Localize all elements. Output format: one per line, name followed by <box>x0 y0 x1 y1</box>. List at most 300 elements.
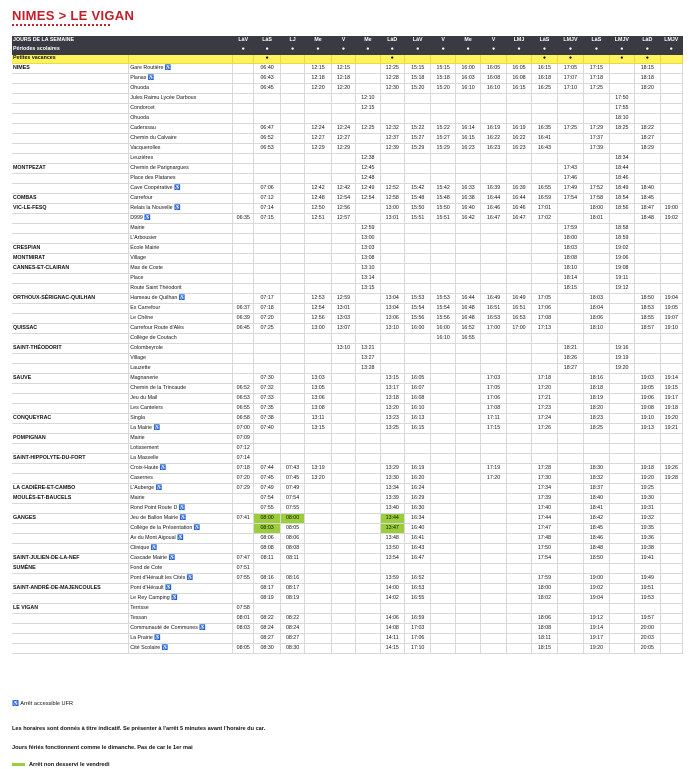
time-cell: 16:08 <box>506 74 531 84</box>
time-cell: ● <box>584 46 609 55</box>
time-cell <box>506 174 531 184</box>
time-cell: 17:54 <box>532 554 557 564</box>
time-cell <box>455 424 480 434</box>
stop-row <box>12 194 683 204</box>
time-cell: 17:05 <box>532 294 557 304</box>
time-cell: 13:10 <box>356 264 380 274</box>
stop-row <box>12 514 683 524</box>
time-cell <box>305 514 332 524</box>
time-cell: 16:00 <box>455 64 480 74</box>
time-cell: 19:06 <box>635 394 660 404</box>
stop-name-cell: Carrefour <box>129 194 233 204</box>
commune-cell <box>12 504 129 514</box>
time-cell <box>455 174 480 184</box>
time-cell: 16:48 <box>455 304 480 314</box>
time-cell <box>431 264 455 274</box>
time-cell <box>557 604 584 614</box>
stop-name-cell <box>129 55 233 64</box>
time-cell: 18:04 <box>584 304 609 314</box>
time-cell: 18:45 <box>584 524 609 534</box>
commune-cell <box>12 364 129 374</box>
time-cell <box>660 564 682 574</box>
time-cell <box>584 274 609 284</box>
time-cell <box>331 454 355 464</box>
time-cell <box>233 594 254 604</box>
time-cell: 18:11 <box>532 634 557 644</box>
time-cell <box>481 344 506 354</box>
time-cell: 16:41 <box>404 534 431 544</box>
time-cell <box>584 94 609 104</box>
time-cell <box>280 194 304 204</box>
time-cell <box>431 414 455 424</box>
stop-name-cell: Collège de la Présentation ♿ <box>129 524 233 534</box>
time-cell <box>331 354 355 364</box>
time-cell: 16:59 <box>532 194 557 204</box>
header-row-scolaires <box>12 46 683 55</box>
time-cell: 17:05 <box>557 64 584 74</box>
time-cell: 13:47 <box>380 524 404 534</box>
time-cell <box>356 334 380 344</box>
time-cell <box>331 504 355 514</box>
time-cell <box>506 464 531 474</box>
time-cell: 08:03 <box>254 524 281 534</box>
commune-cell <box>12 184 129 194</box>
time-cell <box>481 574 506 584</box>
time-cell: 06:45 <box>254 84 281 94</box>
commune-cell <box>12 334 129 344</box>
time-cell: 16:15 <box>455 134 480 144</box>
time-cell <box>660 334 682 344</box>
commune-cell <box>12 524 129 534</box>
time-cell <box>660 144 682 154</box>
time-cell <box>481 55 506 64</box>
time-cell: 12:56 <box>331 204 355 214</box>
time-cell <box>557 384 584 394</box>
time-cell: 16:33 <box>455 184 480 194</box>
time-cell <box>481 554 506 564</box>
time-cell: 12:54 <box>331 194 355 204</box>
time-cell <box>233 74 254 84</box>
time-cell: ● <box>532 46 557 55</box>
time-cell <box>532 354 557 364</box>
time-cell <box>660 104 682 114</box>
time-cell <box>609 514 634 524</box>
time-cell <box>584 264 609 274</box>
time-cell <box>404 274 431 284</box>
time-cell <box>280 74 304 84</box>
time-cell: 13:05 <box>305 384 332 394</box>
time-cell <box>609 84 634 94</box>
time-cell: 16:51 <box>481 304 506 314</box>
time-cell <box>660 534 682 544</box>
time-cell: 07:41 <box>233 514 254 524</box>
time-cell <box>506 344 531 354</box>
time-cell <box>635 244 660 254</box>
stop-name-cell: Tessan <box>129 614 233 624</box>
time-cell <box>380 564 404 574</box>
stop-row <box>12 304 683 314</box>
time-cell <box>331 524 355 534</box>
time-cell: 07:32 <box>254 384 281 394</box>
time-cell <box>557 514 584 524</box>
time-cell <box>331 394 355 404</box>
time-cell: 06:55 <box>233 404 254 414</box>
time-cell <box>380 234 404 244</box>
time-cell: 13:15 <box>356 284 380 294</box>
time-cell <box>609 594 634 604</box>
time-cell <box>557 134 584 144</box>
time-cell <box>557 634 584 644</box>
time-cell: 18:46 <box>609 174 634 184</box>
time-cell: 15:54 <box>431 304 455 314</box>
time-cell <box>506 234 531 244</box>
page-title: NIMES > LE VIGAN <box>12 8 135 23</box>
time-cell <box>557 104 584 114</box>
stop-name-cell: Ohuoda <box>129 114 233 124</box>
commune-cell <box>12 464 129 474</box>
stop-row <box>12 614 683 624</box>
time-cell <box>356 454 380 464</box>
time-cell <box>455 574 480 584</box>
time-cell <box>660 124 682 134</box>
time-cell <box>305 644 332 654</box>
time-cell <box>660 584 682 594</box>
time-cell <box>455 644 480 654</box>
time-cell <box>557 414 584 424</box>
time-cell <box>356 424 380 434</box>
time-cell <box>305 224 332 234</box>
time-cell: LàD <box>635 37 660 46</box>
time-cell: 16:55 <box>532 184 557 194</box>
time-cell: 17:03 <box>481 374 506 384</box>
time-cell: 18:29 <box>635 144 660 154</box>
time-cell <box>280 434 304 444</box>
time-cell: 19:57 <box>635 614 660 624</box>
commune-cell: JOURS DE LA SEMAINE <box>12 37 129 46</box>
stop-row <box>12 114 683 124</box>
time-cell <box>635 604 660 614</box>
time-cell: 17:25 <box>584 84 609 94</box>
time-cell <box>557 444 584 454</box>
time-cell: 18:19 <box>584 394 609 404</box>
time-cell <box>356 304 380 314</box>
time-cell: 16:49 <box>506 294 531 304</box>
time-cell <box>356 444 380 454</box>
time-cell: 16:41 <box>532 134 557 144</box>
time-cell: 12:15 <box>356 104 380 114</box>
time-cell: 13:08 <box>356 254 380 264</box>
time-cell: ● <box>404 46 431 55</box>
time-cell: 12:42 <box>305 184 332 194</box>
time-cell <box>331 604 355 614</box>
time-cell: 07:55 <box>280 504 304 514</box>
stop-name-cell: Le Rey Camping ♿ <box>129 594 233 604</box>
time-cell <box>660 344 682 354</box>
time-cell <box>481 614 506 624</box>
time-cell: 16:40 <box>455 204 480 214</box>
time-cell <box>431 274 455 284</box>
time-cell <box>331 584 355 594</box>
time-cell <box>356 554 380 564</box>
stop-row <box>12 494 683 504</box>
time-cell <box>280 444 304 454</box>
time-cell <box>254 94 281 104</box>
time-cell: 18:27 <box>557 364 584 374</box>
time-cell <box>380 344 404 354</box>
time-cell <box>455 624 480 634</box>
time-cell <box>233 274 254 284</box>
time-cell: 20:00 <box>635 624 660 634</box>
commune-cell <box>12 544 129 554</box>
time-cell <box>331 494 355 504</box>
time-cell: 13:03 <box>356 244 380 254</box>
time-cell <box>305 454 332 464</box>
time-cell: 12:27 <box>331 134 355 144</box>
time-cell: 07:14 <box>233 454 254 464</box>
time-cell <box>356 534 380 544</box>
time-cell <box>356 294 380 304</box>
time-cell: LMJ <box>506 37 531 46</box>
time-cell <box>557 524 584 534</box>
time-cell: 19:02 <box>609 244 634 254</box>
time-cell: 15:53 <box>404 294 431 304</box>
time-cell <box>305 504 332 514</box>
time-cell <box>532 364 557 374</box>
time-cell: 06:53 <box>233 394 254 404</box>
time-cell <box>532 344 557 354</box>
time-cell <box>431 484 455 494</box>
stop-name-cell: Cascade Mairie ♿ <box>129 554 233 564</box>
time-cell <box>635 284 660 294</box>
time-cell: 17:11 <box>481 414 506 424</box>
time-cell <box>380 284 404 294</box>
time-cell <box>635 174 660 184</box>
commune-cell <box>12 394 129 404</box>
time-cell <box>557 394 584 404</box>
time-cell <box>233 184 254 194</box>
commune-cell <box>12 354 129 364</box>
stop-name-cell: Lauzette <box>129 364 233 374</box>
time-cell <box>305 234 332 244</box>
time-cell <box>356 594 380 604</box>
time-cell: 17:23 <box>532 404 557 414</box>
time-cell: 15:54 <box>404 304 431 314</box>
time-cell <box>431 544 455 554</box>
time-cell <box>380 434 404 444</box>
time-cell <box>404 354 431 364</box>
commune-cell <box>12 574 129 584</box>
commune-cell: Périodes scolaires <box>12 46 129 55</box>
stop-name-cell: Jules Raimu Lycée Darboux <box>129 94 233 104</box>
time-cell <box>481 504 506 514</box>
time-cell: ● <box>280 46 304 55</box>
commune-cell: MONTPEZAT <box>12 164 129 174</box>
time-cell <box>233 254 254 264</box>
time-cell: ● <box>532 55 557 64</box>
time-cell <box>280 224 304 234</box>
time-cell <box>331 574 355 584</box>
time-cell <box>380 454 404 464</box>
time-cell <box>431 614 455 624</box>
time-cell <box>481 254 506 264</box>
stop-row <box>12 484 683 494</box>
time-cell <box>506 254 531 264</box>
time-cell <box>609 564 634 574</box>
time-cell: 19:21 <box>660 424 682 434</box>
time-cell <box>233 524 254 534</box>
time-cell <box>481 524 506 534</box>
time-cell <box>356 544 380 554</box>
time-cell <box>557 334 584 344</box>
time-cell <box>506 504 531 514</box>
time-cell <box>609 454 634 464</box>
time-cell <box>331 464 355 474</box>
time-cell: 15:27 <box>431 134 455 144</box>
time-cell <box>455 114 480 124</box>
time-cell <box>660 244 682 254</box>
time-cell <box>404 154 431 164</box>
time-cell: 12:25 <box>380 64 404 74</box>
time-cell <box>532 274 557 284</box>
time-cell <box>506 374 531 384</box>
time-cell <box>506 444 531 454</box>
time-cell <box>506 394 531 404</box>
stop-row <box>12 294 683 304</box>
stop-row <box>12 314 683 324</box>
time-cell <box>557 644 584 654</box>
time-cell: 17:55 <box>609 104 634 114</box>
time-cell <box>660 164 682 174</box>
stop-name-cell: Gare Routière ♿ <box>129 64 233 74</box>
time-cell <box>584 244 609 254</box>
time-cell <box>305 154 332 164</box>
time-cell <box>233 144 254 154</box>
commune-cell <box>12 534 129 544</box>
time-cell <box>455 514 480 524</box>
stop-name-cell: Cité Scolaire ♿ <box>129 644 233 654</box>
time-cell <box>280 174 304 184</box>
time-cell: 19:26 <box>660 464 682 474</box>
time-cell: 19:05 <box>660 304 682 314</box>
stop-row <box>12 354 683 364</box>
time-cell: 16:53 <box>481 314 506 324</box>
stop-row <box>12 254 683 264</box>
time-cell: 15:51 <box>404 214 431 224</box>
time-cell: 17:43 <box>557 164 584 174</box>
time-cell <box>431 174 455 184</box>
stop-row <box>12 644 683 654</box>
time-cell: 17:25 <box>557 124 584 134</box>
time-cell: V <box>431 37 455 46</box>
time-cell: 19:05 <box>635 384 660 394</box>
time-cell <box>233 234 254 244</box>
stop-name-cell: Pont d'Hérault ♿ <box>129 584 233 594</box>
header-row-days <box>12 37 683 46</box>
time-cell <box>506 384 531 394</box>
time-cell <box>431 154 455 164</box>
time-cell <box>431 364 455 374</box>
time-cell: 07:58 <box>233 604 254 614</box>
time-cell <box>280 124 304 134</box>
time-cell <box>506 584 531 594</box>
time-cell: 16:55 <box>404 594 431 604</box>
time-cell <box>431 584 455 594</box>
time-cell <box>660 64 682 74</box>
commune-cell: CONQUEYRAC <box>12 414 129 424</box>
time-cell: 19:13 <box>635 424 660 434</box>
time-cell <box>356 484 380 494</box>
time-cell <box>233 374 254 384</box>
time-cell <box>660 134 682 144</box>
time-cell <box>254 434 281 444</box>
time-cell: 19:12 <box>584 614 609 624</box>
time-cell <box>532 174 557 184</box>
time-cell: 07:38 <box>254 414 281 424</box>
commune-cell: SAINT-HIPPOLYTE-DU-FORT <box>12 454 129 464</box>
time-cell: 12:50 <box>305 204 332 214</box>
time-cell <box>431 374 455 384</box>
note-accessible: ♿ Arrêt accessible UFR <box>12 701 74 707</box>
time-cell <box>660 194 682 204</box>
stop-name-cell: Cave Coopérative ♿ <box>129 184 233 194</box>
commune-cell <box>12 314 129 324</box>
time-cell: 17:18 <box>532 374 557 384</box>
time-cell: 16:46 <box>506 204 531 214</box>
time-cell: 18:45 <box>635 194 660 204</box>
time-cell: 12:29 <box>331 144 355 154</box>
time-cell: 16:07 <box>404 384 431 394</box>
time-cell: 19:10 <box>635 414 660 424</box>
time-cell: 08:11 <box>280 554 304 564</box>
time-cell <box>280 204 304 214</box>
time-cell <box>331 114 355 124</box>
stop-row <box>12 64 683 74</box>
time-cell <box>481 154 506 164</box>
time-cell: 12:52 <box>380 184 404 194</box>
time-cell <box>305 55 332 64</box>
time-cell <box>455 244 480 254</box>
time-cell: 16:49 <box>481 294 506 304</box>
time-cell <box>431 454 455 464</box>
time-cell <box>331 594 355 604</box>
time-cell: 16:43 <box>532 144 557 154</box>
time-cell <box>557 454 584 464</box>
time-cell <box>331 474 355 484</box>
time-cell <box>254 114 281 124</box>
time-cell <box>506 514 531 524</box>
time-cell <box>481 94 506 104</box>
time-cell <box>660 354 682 364</box>
time-cell <box>233 294 254 304</box>
time-cell <box>254 224 281 234</box>
time-cell <box>331 374 355 384</box>
time-cell <box>506 414 531 424</box>
time-cell <box>431 114 455 124</box>
time-cell <box>660 524 682 534</box>
time-cell: 18:41 <box>584 504 609 514</box>
time-cell <box>557 154 584 164</box>
time-cell: 16:38 <box>455 194 480 204</box>
time-cell <box>609 144 634 154</box>
stop-row <box>12 394 683 404</box>
time-cell: 17:47 <box>532 524 557 534</box>
time-cell: 08:08 <box>280 544 304 554</box>
time-cell <box>455 264 480 274</box>
time-cell <box>280 404 304 414</box>
time-cell: 07:45 <box>254 474 281 484</box>
time-cell: 17:18 <box>584 74 609 84</box>
time-cell <box>356 374 380 384</box>
